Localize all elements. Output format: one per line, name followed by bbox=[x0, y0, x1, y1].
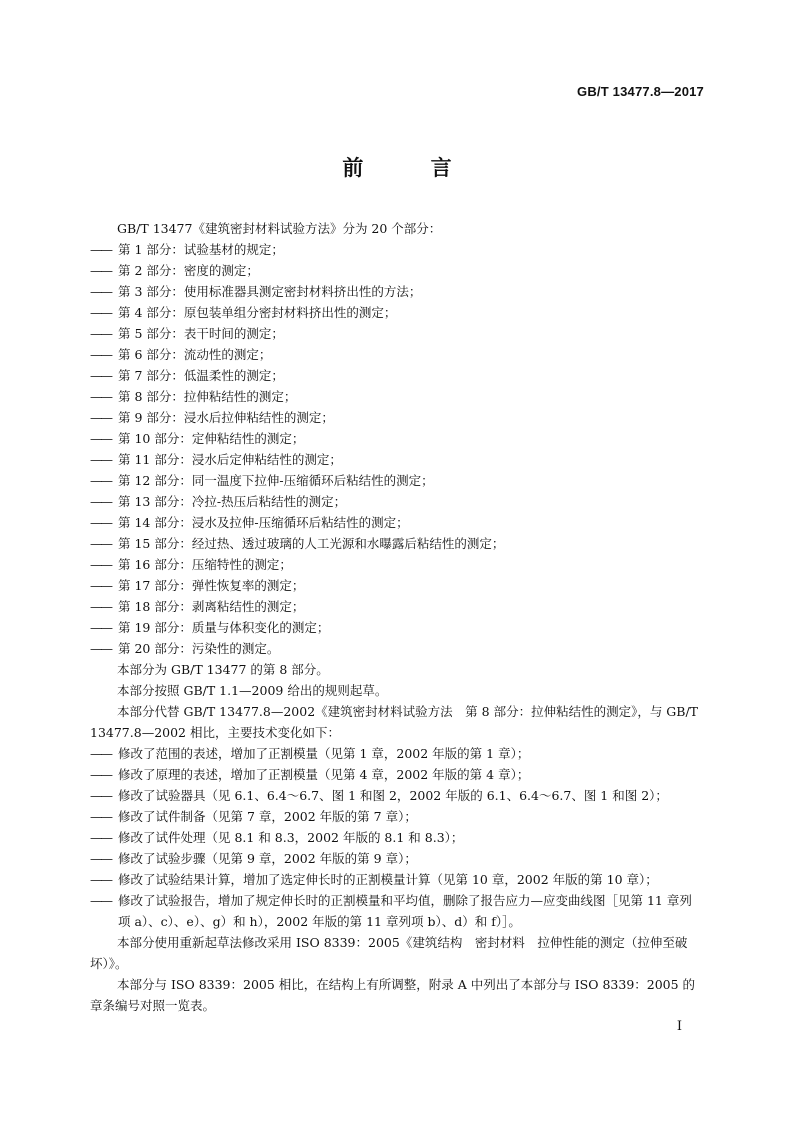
part-item-text: 第 2 部分：密度的测定； bbox=[118, 263, 259, 278]
part-item-text: 第 20 部分：污染性的测定。 bbox=[118, 641, 280, 656]
part-item bbox=[90, 491, 704, 512]
list-dash: —— bbox=[90, 620, 111, 635]
change-item-text: 修改了试件制备（见第 7 章，2002 年版的第 7 章）； bbox=[118, 809, 417, 824]
change-item bbox=[90, 806, 704, 827]
page-title: 前 言 bbox=[342, 156, 482, 180]
compare-paragraph: 本部分与 ISO 8339：2005 相比，在结构上有所调整，附录 A 中列出了本部分与 ISO 8339：2005 的章条编号对照一览表。 bbox=[90, 977, 696, 1013]
part-item-text: 第 1 部分：试验基材的规定； bbox=[118, 242, 284, 257]
part-item-text: 第 17 部分：弹性恢复率的测定； bbox=[118, 578, 305, 593]
change-item-text: 修改了试验器具（见 6.1、6.4～6.7、图 1 和图 2，2002 年版的 6.1、6.4～6.7、图 1 和图 2）； bbox=[118, 788, 668, 803]
part-item-text: 第 10 部分：定伸粘结性的测定； bbox=[118, 431, 305, 446]
iso-paragraph: 本部分使用重新起草法修改采用 ISO 8339：2005《建筑结构 密封材料 拉伸性能的测定（拉伸至破坏）》。 bbox=[90, 935, 688, 971]
list-dash: —— bbox=[90, 494, 111, 509]
change-item-text: 修改了试验结果计算，增加了选定伸长时的正割模量计算（见第 10 章，2002 年版的第 10 章）； bbox=[118, 872, 658, 887]
list-dash: —— bbox=[90, 473, 111, 488]
part-item bbox=[90, 239, 704, 260]
rules-paragraph: 本部分按照 GB/T 1.1—2009 给出的规则起草。 bbox=[117, 683, 388, 698]
list-dash: —— bbox=[90, 410, 111, 425]
part-item-text: 第 11 部分：浸水后定伸粘结性的测定； bbox=[118, 452, 342, 467]
list-dash: —— bbox=[90, 809, 111, 824]
list-dash: —— bbox=[90, 536, 111, 551]
standard-code: GB/T 13477.8—2017 bbox=[577, 84, 704, 99]
part-item bbox=[90, 323, 704, 344]
part-item bbox=[90, 260, 704, 281]
list-dash: —— bbox=[90, 830, 111, 845]
list-dash: —— bbox=[90, 347, 111, 362]
part-item bbox=[90, 554, 704, 575]
part-item-text: 第 6 部分：流动性的测定； bbox=[118, 347, 272, 362]
part-paragraph: 本部分为 GB/T 13477 的第 8 部分。 bbox=[117, 662, 329, 677]
changes-list bbox=[90, 743, 704, 932]
change-item bbox=[90, 743, 704, 764]
part-item-text: 第 14 部分：浸水及拉伸-压缩循环后粘结性的测定； bbox=[118, 515, 409, 530]
part-item-text: 第 12 部分：同一温度下拉伸-压缩循环后粘结性的测定； bbox=[118, 473, 434, 488]
list-dash: —— bbox=[90, 851, 111, 866]
foreword-body bbox=[90, 218, 704, 1016]
part-item bbox=[90, 344, 704, 365]
parts-list bbox=[90, 239, 704, 659]
list-dash: —— bbox=[90, 746, 111, 761]
change-item-text: 修改了范围的表述，增加了正割模量（见第 1 章，2002 年版的第 1 章）； bbox=[118, 746, 530, 761]
page-number: I bbox=[676, 1019, 682, 1034]
list-dash: —— bbox=[90, 326, 111, 341]
part-item-text: 第 16 部分：压缩特性的测定； bbox=[118, 557, 292, 572]
part-item bbox=[90, 638, 704, 659]
part-item-text: 第 7 部分：低温柔性的测定； bbox=[118, 368, 284, 383]
list-dash: —— bbox=[90, 389, 111, 404]
part-item bbox=[90, 512, 704, 533]
change-item-text: 修改了原理的表述，增加了正割模量（见第 4 章，2002 年版的第 4 章）； bbox=[118, 767, 530, 782]
change-item-text: 修改了试验步骤（见第 9 章，2002 年版的第 9 章）； bbox=[118, 851, 417, 866]
list-dash: —— bbox=[90, 242, 111, 257]
part-item bbox=[90, 617, 704, 638]
part-item-text: 第 8 部分：拉伸粘结性的测定； bbox=[118, 389, 297, 404]
list-dash: —— bbox=[90, 368, 111, 383]
part-item bbox=[90, 449, 704, 470]
list-dash: —— bbox=[90, 788, 111, 803]
part-item bbox=[90, 302, 704, 323]
part-item bbox=[90, 386, 704, 407]
list-dash: —— bbox=[90, 305, 111, 320]
part-item bbox=[90, 407, 704, 428]
part-item bbox=[90, 596, 704, 617]
part-item bbox=[90, 281, 704, 302]
list-dash: —— bbox=[90, 641, 111, 656]
part-item bbox=[90, 365, 704, 386]
list-dash: —— bbox=[90, 872, 111, 887]
list-dash: —— bbox=[90, 557, 111, 572]
part-item-text: 第 5 部分：表干时间的测定； bbox=[118, 326, 284, 341]
change-item bbox=[90, 785, 704, 806]
part-item-text: 第 3 部分：使用标准器具测定密封材料挤出性的方法； bbox=[118, 284, 422, 299]
change-item bbox=[90, 848, 704, 869]
part-item-text: 第 19 部分：质量与体积变化的测定； bbox=[118, 620, 330, 635]
list-dash: —— bbox=[90, 893, 111, 908]
replace-paragraph: 本部分代替 GB/T 13477.8—2002《建筑密封材料试验方法 第 8 部分：拉伸粘结性的测定》，与 GB/T 13477.8—2002 相比，主要技术变化如下： bbox=[90, 704, 699, 740]
change-item bbox=[90, 827, 704, 848]
list-dash: —— bbox=[90, 599, 111, 614]
part-item-text: 第 9 部分：浸水后拉伸粘结性的测定； bbox=[118, 410, 334, 425]
list-dash: —— bbox=[90, 515, 111, 530]
change-item bbox=[90, 869, 704, 890]
change-item bbox=[90, 890, 704, 932]
list-dash: —— bbox=[90, 452, 111, 467]
intro-paragraph: GB/T 13477《建筑密封材料试验方法》分为 20 个部分： bbox=[117, 221, 442, 236]
part-item bbox=[90, 533, 704, 554]
list-dash: —— bbox=[90, 284, 111, 299]
change-item-text: 修改了试验报告，增加了规定伸长时的正割模量和平均值，删除了报告应力—应变曲线图［见第 11 章列项 a）、c）、e）、g）和 h），2002 年版的第 11 章列项 b）、d）和 f）］。 bbox=[118, 893, 692, 929]
part-item-text: 第 15 部分：经过热、透过玻璃的人工光源和水曝露后粘结性的测定； bbox=[118, 536, 505, 551]
list-dash: —— bbox=[90, 263, 111, 278]
part-item-text: 第 4 部分：原包装单组分密封材料挤出性的测定； bbox=[118, 305, 397, 320]
part-item bbox=[90, 575, 704, 596]
part-item-text: 第 13 部分：冷拉-热压后粘结性的测定； bbox=[118, 494, 347, 509]
list-dash: —— bbox=[90, 767, 111, 782]
part-item bbox=[90, 470, 704, 491]
list-dash: —— bbox=[90, 431, 111, 446]
change-item-text: 修改了试件处理（见 8.1 和 8.3，2002 年版的 8.1 和 8.3）； bbox=[118, 830, 464, 845]
list-dash: —— bbox=[90, 578, 111, 593]
change-item bbox=[90, 764, 704, 785]
part-item bbox=[90, 428, 704, 449]
part-item-text: 第 18 部分：剥离粘结性的测定； bbox=[118, 599, 305, 614]
